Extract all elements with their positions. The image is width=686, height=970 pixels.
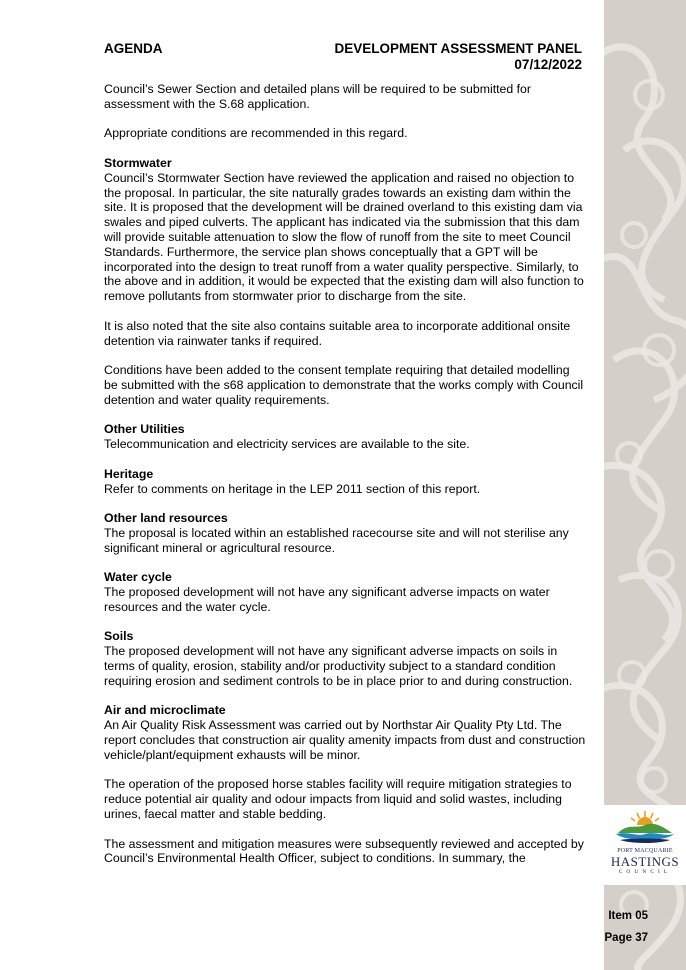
paragraph: Conditions have been added to the consent template requiring that detailed modelling be submitted with the s68 application to demonstrate that the works comply with Council detention and water quality requirements. (104, 363, 584, 407)
paragraph: Appropriate conditions are recommended in this regard. (104, 126, 408, 141)
heading-other-utilities: Other Utilities (104, 422, 185, 437)
paragraph: The proposed development will not have any significant adverse impacts on water resources and the water cycle. (104, 585, 550, 614)
header-agenda: AGENDA (104, 41, 163, 56)
paragraph: Council’s Sewer Section and detailed plans will be required to be submitted for assessment with the S.68 application. (104, 82, 531, 111)
document-body (104, 82, 586, 881)
logo-line-council: COUNCIL (618, 869, 672, 875)
port-macquarie-hastings-logo-icon (604, 807, 686, 849)
logo-line-hastings: HASTINGS (610, 854, 680, 869)
heading-stormwater: Stormwater (104, 155, 172, 170)
paragraph: Refer to comments on heritage in the LEP 2011 section of this report. (104, 481, 481, 496)
heading-water-cycle: Water cycle (104, 570, 172, 585)
paragraph: The proposal is located within an established racecourse site and will not sterilise any significant mineral or agricultural resource. (104, 525, 569, 555)
heading-soils: Soils (104, 629, 134, 644)
council-logo (604, 805, 686, 885)
footer-page-number: Page 37 (604, 932, 648, 944)
paragraph: An Air Quality Risk Assessment was carried out by Northstar Air Quality Pty Ltd. The report concludes that construction air quality amenity impacts from dust and construction vehicle/plant/equipment exhausts will be minor. (104, 718, 586, 762)
heading-air-and-microclimate: Air and microclimate (104, 703, 226, 718)
header-panel-title: DEVELOPMENT ASSESSMENT PANEL (334, 41, 582, 56)
heading-heritage: Heritage (104, 466, 154, 481)
logo-line-port-macquarie: PORT MACQUARIE (617, 848, 673, 854)
paragraph: The operation of the proposed horse stables facility will require mitigation strategies to reduce potential air quality and odour impacts from liquid and solid wastes, including urines, faecal matter and stable bedding. (104, 777, 572, 822)
heading-other-land-resources: Other land resources (104, 511, 228, 526)
footer-item-number: Item 05 (608, 910, 648, 922)
header-panel (334, 41, 582, 73)
paragraph: The proposed development will not have any significant adverse impacts on soils in terms of quality, erosion, stability and/or productivity subject to a standard condition requiring erosion and sediment controls to be in place prior to and during construction. (104, 644, 573, 688)
paragraph: Council’s Stormwater Section have reviewed the application and raised no objection to the proposal. In particular, the site naturally grades towards an existing dam within the site. It is proposed that the development will be drained overland to this existing dam via swales and piped culverts. The applicant has indicated via the submission that this dam will provide suitable attenuation to slow the flow of runoff from the site to meet Council Standards. Furthermore, the service plan shows conceptually that a GPT will be incorporated into the design to treat runoff from a water quality perspective. Similarly, to the above and in addition, it would be expected that the existing dam will also function to remove pollutants from stormwater prior to discharge from the site. (104, 170, 584, 304)
paragraph: The assessment and mitigation measures were subsequently reviewed and accepted by Council’s Environmental Health Officer, subject to conditions. In summary, the (104, 836, 584, 866)
header-date: 07/12/2022 (514, 57, 582, 72)
paragraph: Telecommunication and electricity services are available to the site. (104, 437, 470, 452)
paragraph: It is also noted that the site also contains suitable area to incorporate additional onsite detention via rainwater tanks if required. (104, 318, 571, 348)
